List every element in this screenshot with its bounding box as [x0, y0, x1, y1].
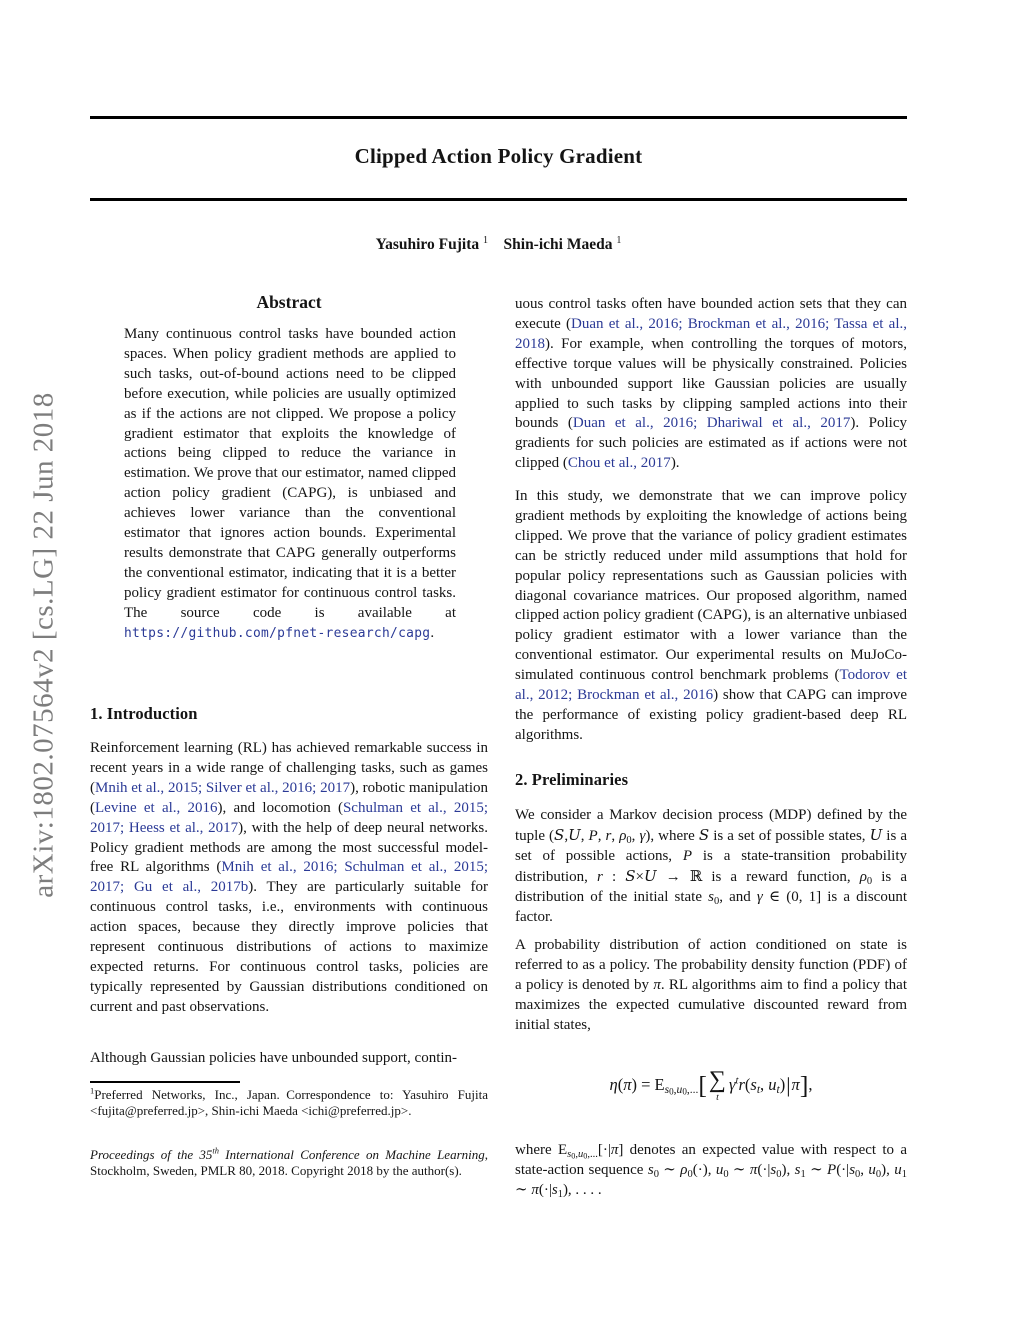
expected-return-equation: [515, 1062, 907, 1108]
text-run: π: [623, 1075, 632, 1094]
section-2-heading: 2. Preliminaries: [515, 770, 629, 789]
text-run: We consider a Markov decision process (MDP) defined by the tuple (: [515, 807, 907, 844]
text-run: r: [605, 827, 612, 844]
footnote-affiliation: [90, 1087, 488, 1120]
text-run: η: [609, 1075, 618, 1094]
text-run: 0: [723, 1168, 729, 1180]
text-run: ∈ (0, 1] is a discount factor.: [515, 888, 907, 925]
text-run: ,: [760, 1075, 769, 1094]
text-run: 0: [669, 1086, 674, 1097]
text-run: s: [708, 888, 714, 905]
text-run: 0: [687, 1168, 693, 1180]
text-run: ) = E: [631, 1075, 665, 1094]
text-run: is a set of possible states,: [709, 827, 870, 844]
text-run: (·|: [757, 1161, 771, 1178]
text-run: π: [749, 1161, 758, 1178]
text-run: ,: [580, 827, 589, 844]
text-run: 1: [482, 234, 489, 246]
text-run: 1: [800, 1168, 806, 1180]
text-run: ). Policy gradients for such policies are estimated as if actions were not clipped (: [515, 415, 907, 472]
text-run: s: [750, 1075, 757, 1094]
text-run: ,: [808, 1075, 813, 1094]
text-run: ]: [799, 1070, 809, 1100]
text-run: Reinforcement learning (RL) has achieved remarkable success in recent years in a wide range of challenging tasks, such as games (: [90, 740, 488, 796]
text-run: ). For example, when controlling the torques of motors, effective torque values will be physically constrained. Policies with unbounded support like Gaussian policies are usually applied to such tasks by clipping sampled actions into their bounds (: [515, 335, 907, 432]
text-run: .: [430, 624, 435, 641]
text-run: ,: [611, 827, 620, 844]
text-run: . RL algorithms aim to find a policy that maximizes the expected cumulative discounted reward from initial states,: [515, 976, 907, 1033]
text-run: 1: [90, 1085, 95, 1096]
text-run: Proceedings of the 35: [90, 1147, 213, 1162]
text-run: ,: [575, 1148, 578, 1160]
text-run: ) show that CAPG can improve the performance of existing policy gradient-based deep RL algorithms.: [515, 687, 907, 743]
text-run: 0: [626, 834, 632, 846]
text-run: u: [894, 1161, 902, 1178]
text-run: π: [653, 976, 661, 993]
text-run: s: [664, 1084, 670, 1097]
text-run: 1: [901, 1168, 908, 1180]
text-run: [488, 236, 504, 253]
text-run: ρ: [619, 827, 627, 844]
text-run: A probability distribution of action conditioned on state is referred to as a policy. The probability density function (PDF) of a policy is denoted by: [515, 937, 907, 993]
text-run: P: [682, 847, 693, 864]
col2-paragraph-1: [515, 295, 907, 474]
text-run: International Conference on Machine Learning: [219, 1147, 485, 1162]
text-run: s: [551, 1181, 558, 1198]
text-run: t: [776, 1084, 780, 1097]
text-run: S: [554, 825, 565, 844]
text-run: s: [647, 1161, 654, 1178]
text-run: u: [715, 1161, 724, 1178]
text-run: s: [849, 1161, 856, 1178]
text-run: 0: [776, 1168, 782, 1180]
text-run: (: [617, 1075, 624, 1094]
sum-operator: ∑ t: [708, 1067, 726, 1103]
intro-paragraph-1: [90, 739, 488, 1018]
text-run: S: [698, 825, 710, 844]
text-run: ,...: [587, 1148, 598, 1160]
text-run: where E: [515, 1142, 568, 1158]
source-code-url-link[interactable]: https://github.com/pfnet-research/capg: [124, 625, 431, 641]
text-run: U: [869, 825, 883, 844]
text-run: ] denotes an expected value with respect to a state-action sequence: [515, 1142, 907, 1178]
text-run: 0: [855, 1168, 861, 1180]
prelim-paragraph-2: [515, 936, 907, 1036]
text-run: t: [735, 1074, 739, 1087]
header-rule-bottom: [90, 198, 907, 201]
prelim-paragraph-1: [515, 806, 907, 927]
text-run: 0: [583, 1151, 588, 1161]
footnote-proceedings: [90, 1147, 488, 1180]
paper-title: Clipped Action Policy Gradient: [354, 144, 643, 168]
text-run: 0: [875, 1168, 882, 1180]
text-run: ∼: [805, 1161, 828, 1178]
text-run: ,: [597, 827, 606, 844]
text-run: (·|: [836, 1161, 850, 1178]
text-run: ),: [881, 1161, 895, 1178]
citation-link[interactable]: Todorov et al., 2012; Brockman et al., 2016: [515, 667, 907, 704]
text-run: ,: [860, 1161, 869, 1178]
text-run: s: [770, 1161, 777, 1178]
text-run: th: [212, 1145, 219, 1156]
citation-link[interactable]: Chou et al., 2017: [567, 455, 671, 472]
text-run: r: [738, 1075, 745, 1094]
text-run: ρ: [859, 868, 867, 885]
text-run: 0: [653, 1168, 659, 1180]
citation-link[interactable]: Mnih et al., 2016; Schulman et al., 2015; 2017; Gu et al., 2017b: [90, 859, 488, 896]
text-run: u: [676, 1084, 683, 1097]
text-run: π: [791, 1075, 800, 1094]
text-run: ), with the help of deep neural networks. Policy gradient methods are among the most successful model-free RL algorithms (: [90, 819, 489, 876]
text-run: π: [610, 1142, 619, 1158]
section-1-heading: 1. Introduction: [90, 704, 198, 723]
text-run: (·),: [692, 1161, 716, 1178]
authors-line: [90, 236, 907, 254]
text-run: π: [531, 1181, 539, 1198]
text-run: Preferred Networks, Inc., Japan. Correspondence to: Yasuhiro Fujita <fujita@preferred.jp>, Shin-ichi Maeda <ichi@preferred.jp>.: [90, 1087, 488, 1119]
text-run: (·|: [538, 1181, 552, 1198]
text-run: is a distribution of the initial state: [515, 868, 908, 905]
text-run: ).: [670, 455, 680, 472]
text-run: → ℝ is a reward function,: [656, 868, 860, 885]
text-run: ), where: [645, 827, 699, 844]
abstract-text: [124, 325, 456, 644]
text-run: u: [868, 1161, 876, 1178]
prelim-paragraph-3: [515, 1141, 907, 1201]
text-run: [: [698, 1070, 707, 1100]
text-run: u: [768, 1075, 777, 1094]
text-run: Shin-ichi Maeda: [503, 236, 617, 253]
text-run: (: [744, 1075, 751, 1094]
text-run: ). They are particularly suitable for continuous control tasks, i.e., environments with continuous action spaces, because they directly improve policies that represent continuous distributions of actions to maximize expected returns. For continuous control tasks, policies are typically represented by Gaussian distributions conditioned on current and past observations.: [90, 879, 488, 1015]
text-run: γ: [756, 888, 763, 905]
text-run: ),: [781, 1161, 795, 1178]
text-run: |: [786, 1072, 791, 1097]
text-run: u: [577, 1148, 584, 1160]
text-run: 1: [616, 234, 622, 246]
text-run: , Stockholm, Sweden, PMLR 80, 2018. Copyright 2018 by the author(s).: [90, 1147, 488, 1179]
abstract-heading: Abstract: [256, 292, 322, 312]
text-run: ∼: [728, 1161, 750, 1178]
text-run: s: [794, 1161, 801, 1178]
text-run: 0: [682, 1086, 687, 1097]
text-run: ,: [564, 827, 569, 844]
text-run: ∼: [515, 1181, 532, 1198]
header-rule-top: [90, 116, 907, 119]
citation-link[interactable]: Levine et al., 2016: [95, 799, 218, 816]
text-run: , and: [719, 888, 757, 905]
text-run: U: [568, 825, 581, 844]
text-run: ∼: [658, 1161, 681, 1178]
citation-link[interactable]: Schulman et al., 2015; 2017; Heess et al., 2017: [90, 799, 488, 836]
text-run: uous control tasks often have bounded action sets that they can execute (: [515, 296, 907, 332]
text-run: ,: [631, 827, 640, 844]
text-run: In this study, we demonstrate that we can improve policy gradient methods by exploiting the knowledge of actions being clipped. We prove that the variance of policy gradient estimates can be strictly reduced under mild assumptions that hold for popular policy representations such as Gaussian policies with diagonal covariance matrices. Our proposed algorithm, named clipped action policy gradient (CAPG), is an alternative unbiased policy gradient estimator with a lower variance than the conventional estimator. Our experimental results on MuJoCo-simulated continuous control benchmark problems (: [515, 488, 907, 684]
text-run: ): [779, 1075, 786, 1094]
text-run: P: [588, 827, 598, 844]
text-run: ρ: [680, 1161, 688, 1178]
text-run: γ: [728, 1075, 736, 1094]
text-run: 0: [571, 1151, 576, 1161]
citation-link[interactable]: Duan et al., 2016; Brockman et al., 2016; Tassa et al., 2018: [515, 315, 907, 352]
citation-link[interactable]: Mnih et al., 2015; Silver et al., 2016; 2017: [95, 779, 351, 796]
text-run: 1: [557, 1188, 563, 1200]
text-run: s: [567, 1148, 572, 1160]
text-run: Although Gaussian policies have unbounded support, contin-: [90, 1050, 458, 1066]
text-run: 0: [866, 875, 873, 887]
citation-link[interactable]: Duan et al., 2016; Dhariwal et al., 2017: [572, 415, 851, 432]
text-run: U: [643, 866, 657, 885]
intro-paragraph-2: [90, 1049, 488, 1069]
footnote-rule: [90, 1081, 240, 1083]
text-run: is a set of possible actions,: [515, 827, 908, 864]
text-run: Many continuous control tasks have bounded action spaces. When policy gradient methods are applied to such tasks, out-of-bound actions need to be clipped before execution, while policies are usually optimized as if the actions are not clipped. We propose a policy gradient estimator that exploits the knowledge of actions being clipped to reduce the variance in estimation. We prove that our estimator, named clipped action policy gradient (CAPG), is unbiased and achieves lower variance than the conventional estimator that ignores action bounds. Experimental results demonstrate that CAPG generally outperforms the conventional estimator, indicating that it is a better policy gradient estimator for continuous control tasks. The source code is available at: [124, 326, 456, 621]
text-run: ,...: [686, 1084, 699, 1097]
text-run: :: [602, 868, 626, 885]
text-run: [·|: [597, 1142, 611, 1158]
text-run: 0: [713, 895, 720, 907]
text-run: ), . . . .: [562, 1181, 602, 1198]
text-run: γ: [639, 827, 646, 844]
text-run: ), robotic manipulation (: [90, 779, 488, 816]
text-run: is a state-transition probability distribution,: [515, 847, 907, 885]
arxiv-banner: arXiv:1802.07564v2 [cs.LG] 22 Jun 2018: [27, 392, 60, 898]
text-run: S: [625, 866, 636, 885]
text-run: Yasuhiro Fujita: [375, 236, 483, 253]
text-run: ×: [635, 868, 644, 885]
text-run: ), and locomotion (: [217, 799, 343, 816]
text-run: r: [597, 868, 603, 885]
text-run: ,: [673, 1084, 677, 1097]
col2-paragraph-2: [515, 487, 907, 746]
text-run: t: [756, 1084, 761, 1097]
text-run: P: [827, 1161, 837, 1178]
